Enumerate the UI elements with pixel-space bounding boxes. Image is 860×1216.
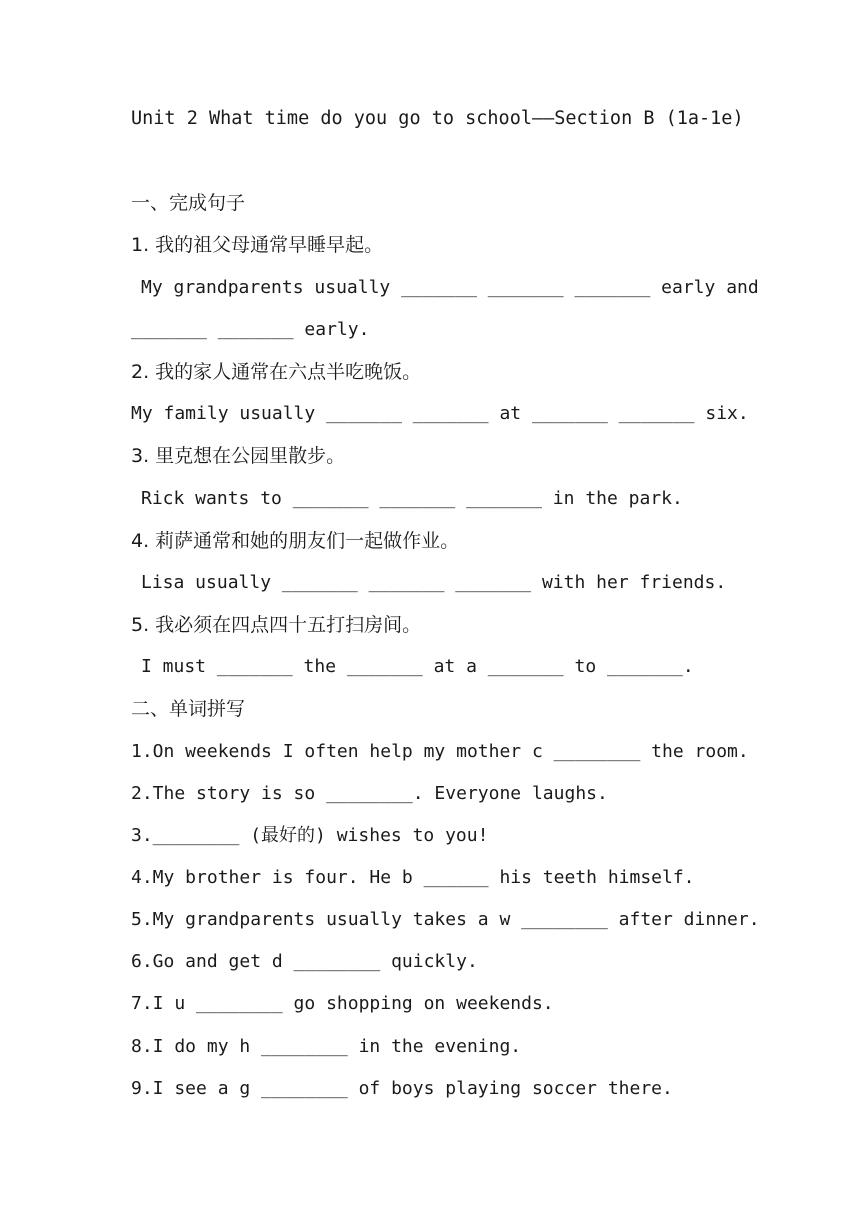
- page-title: Unit 2 What time do you go to school——Section B (1a-1e): [131, 108, 744, 129]
- question-5-chinese: 5. 我必须在四点四十五打扫房间。: [131, 614, 422, 636]
- section-heading-complete-sentences: 一、完成句子: [131, 192, 246, 214]
- spelling-item-7: 7.I u ________ go shopping on weekends.: [131, 993, 554, 1014]
- spelling-item-4: 4.My brother is four. He b ______ his teeth himself.: [131, 867, 695, 888]
- spelling-item-3: 3.________ (最好的) wishes to you!: [131, 825, 489, 846]
- spelling-item-6: 6.Go and get d ________ quickly.: [131, 951, 478, 972]
- question-2-english: My family usually _______ _______ at _______ _______ six.: [131, 403, 749, 424]
- question-3-english: Rick wants to _______ _______ _______ in the park.: [141, 488, 683, 509]
- question-5-english: I must _______ the _______ at a _______ to _______.: [141, 656, 694, 677]
- question-3-chinese: 3. 里克想在公园里散步。: [131, 445, 346, 467]
- spelling-item-2: 2.The story is so ________. Everyone laughs.: [131, 783, 608, 804]
- question-1-english-continued: _______ _______ early.: [131, 319, 370, 340]
- spelling-item-5: 5.My grandparents usually takes a w ________ after dinner.: [131, 909, 760, 930]
- question-4-english: Lisa usually _______ _______ _______ with her friends.: [141, 572, 727, 593]
- question-1-english: My grandparents usually _______ _______ _______ early and: [141, 277, 759, 298]
- spelling-item-9: 9.I see a g ________ of boys playing soccer there.: [131, 1078, 673, 1099]
- spelling-item-1: 1.On weekends I often help my mother c ________ the room.: [131, 741, 749, 762]
- question-1-chinese: 1. 我的祖父母通常早睡早起。: [131, 234, 384, 256]
- spelling-item-8: 8.I do my h ________ in the evening.: [131, 1036, 522, 1057]
- question-4-chinese: 4. 莉萨通常和她的朋友们一起做作业。: [131, 530, 460, 552]
- question-2-chinese: 2. 我的家人通常在六点半吃晚饭。: [131, 361, 422, 383]
- section-heading-spelling: 二、单词拼写: [131, 698, 246, 720]
